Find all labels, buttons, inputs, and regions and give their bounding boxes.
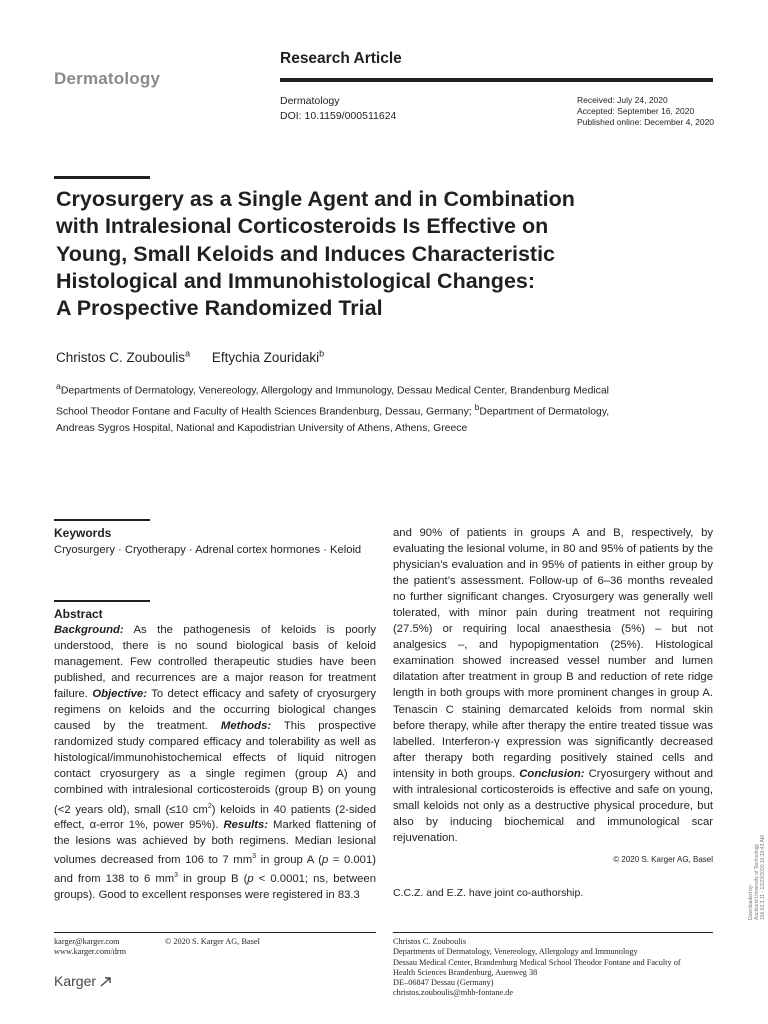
correspondence-address: Dessau Medical Center, Brandenburg Medical School Theodor Fontane and Faculty of bbox=[393, 957, 681, 967]
title-line: with Intralesional Corticosteroids Is Effective on bbox=[56, 214, 549, 239]
footer-copyright: © 2020 S. Karger AG, Basel bbox=[165, 937, 260, 946]
correspondence-email[interactable]: christos.zouboulis@mhb-fontane.de bbox=[393, 988, 514, 998]
title-line: A Prospective Randomized Trial bbox=[56, 296, 383, 321]
title-line: Histological and Immunohistological Changes: bbox=[56, 268, 536, 293]
footer-rule-right bbox=[393, 932, 713, 933]
correspondence-name: Christos C. Zouboulis bbox=[393, 937, 467, 946]
download-sidenote bbox=[748, 835, 766, 920]
footer-rule-left bbox=[54, 932, 376, 933]
correspondence-address: DE–06847 Dessau (Germany) bbox=[393, 978, 494, 988]
journal-meta bbox=[280, 94, 396, 124]
publisher-contact bbox=[54, 937, 126, 958]
correspondence-block bbox=[393, 937, 713, 999]
affiliation-marker: b bbox=[474, 402, 480, 413]
correspondence-address: Health Sciences Brandenburg, Auenweg 38 bbox=[393, 967, 538, 977]
author[interactable]: Eftychia Zouridaki$^b$ bbox=[211, 348, 325, 365]
title-line: Cryosurgery as a Single Agent and in Combination bbox=[56, 187, 575, 211]
article-dates bbox=[577, 95, 714, 128]
abstract-body-left: Background: As the pathogenesis of keloids is poorly understood, there is no sound biological basis of keloid management. Few controlled therapeutic studies have been published, and recurrences are a major reason for treatment failure. Objective: To detect efficacy and safety of cryosurgery regimens on keloids and the occurring biological changes caused by the treatment. Methods: This prospective randomized study compared efficacy and tolerability as well as histological/immunohistochemical effects of liquid nitrogen contact cryosurgery as a single regimen (group A) and combined with intralesional corticosteroids (group B) on young (<2 years old), small (≤10 $cm^2$) keloids in 40 patients (2-sided effect, α-error 1%, power 95%). Results: Marked flattening of the lesions was achieved by both regimens. Median lesional volumes decreased from 106 to 7 $mm^3$ in group A (p = 0.001) and from 138 to 6 $mm^3$ in group B (p < 0.0001; ns, between groups). Good to excellent responses were registered in 83.3 bbox=[54, 624, 377, 902]
affiliations bbox=[56, 378, 616, 437]
sidenote-line: Downloaded by: bbox=[748, 884, 754, 920]
affiliation-b: Department of Dermatology, Andreas Sygros Hospital, National and Kapodistrian University of Athens, Athens, Greece bbox=[56, 406, 610, 434]
karger-logo-text: Karger bbox=[54, 973, 97, 989]
article-type: Research Article bbox=[280, 50, 402, 67]
title-line: Young, Small Keloids and Induces Characteristic bbox=[56, 241, 556, 266]
affiliation-a: Departments of Dermatology, Venereology, Allergology and Immunology, Dessau Medical Center, Brandenburg Medical School Theodor Fontane and Faculty of Health Sciences Brandenburg, Dessau, Germany; bbox=[56, 385, 609, 418]
journal-title: Dermatology bbox=[280, 95, 340, 107]
author-list bbox=[56, 348, 342, 365]
keywords-heading: Keywords bbox=[54, 526, 112, 540]
correspondence-address: Departments of Dermatology, Venereology, Allergology and Immunology bbox=[393, 947, 638, 957]
publisher-email[interactable]: karger@karger.com bbox=[54, 937, 120, 946]
publisher-website[interactable]: www.karger.com/drm bbox=[54, 947, 127, 957]
journal-name-logo: Dermatology bbox=[54, 69, 161, 88]
keywords-rule bbox=[54, 519, 150, 521]
article-title bbox=[56, 186, 636, 322]
accepted-date: Accepted: September 16, 2020 bbox=[577, 106, 695, 116]
karger-arrow-icon bbox=[100, 977, 112, 987]
published-date: Published online: December 4, 2020 bbox=[577, 117, 715, 127]
title-rule bbox=[54, 176, 150, 179]
abstract-copyright: © 2020 S. Karger AG, Basel bbox=[613, 855, 713, 864]
sidenote-line: 156.62.3.11 - 12/23/2020 10:15:43 AM bbox=[760, 835, 766, 920]
author[interactable]: Christos C. Zouboulis$^a$ bbox=[56, 348, 191, 365]
karger-logo bbox=[54, 973, 112, 989]
abstract-body-right: and 90% of patients in groups A and B, respectively, by evaluating the lesional volume, in 80 and 95% of patients by the physician’s evaluation and in 95% of patients in either group by the patient’s assessment. Follow-up of 6–36 months revealed no further significant changes. Cryosurgery was generally well tolerated, with minor pain during treatment not requiring (27.5%) or requiring local anaesthesia (5%) – but not analgesics –, and hypopigmentation (25%). Histological examination showed increased vessel number and lumen dilatation after treatment in group B and reduction of rete ridge length in both groups with more prominent changes in group A. Tenascin C staining demarcated keloids from normal skin before therapy, while after therapy the entire treated tissue was labelled. Interferon-γ expression was significantly decreased after therapy both regarding positively stained cells and intensity in both groups. Conclusion: Cryosurgery without and with intralesional corticosteroids is effective and safe on young, small keloids not only as a destructive physical procedure, but also by inducing biochemical and immunological scar rejuvenation. bbox=[393, 527, 713, 844]
joint-authorship-note: C.C.Z. and E.Z. have joint co-authorship. bbox=[393, 887, 584, 899]
received-date: Received: July 24, 2020 bbox=[577, 95, 668, 105]
doi[interactable]: DOI: 10.1159/000511624 bbox=[280, 110, 397, 122]
header-rule bbox=[280, 78, 713, 82]
keywords-text: Cryosurgery · Cryotherapy · Adrenal cortex hormones · Keloid bbox=[54, 544, 362, 556]
sidenote-line: Auckland University of Technology bbox=[754, 843, 760, 920]
abstract-heading: Abstract bbox=[54, 607, 103, 621]
abstract-rule bbox=[54, 600, 150, 602]
affiliation-marker: a bbox=[56, 381, 61, 391]
